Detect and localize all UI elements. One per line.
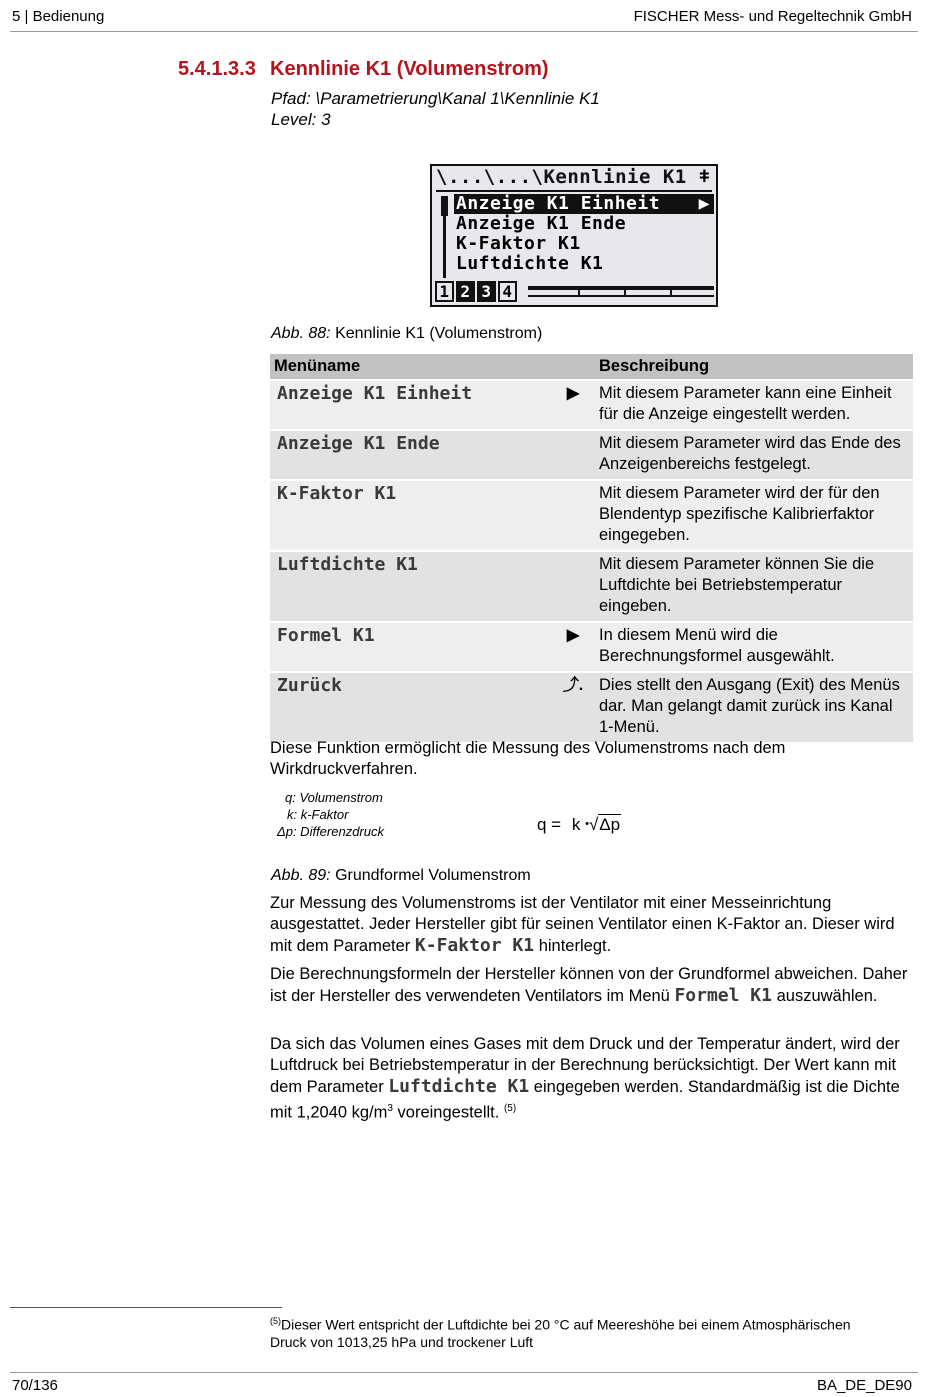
volume-flow-formula <box>537 814 621 835</box>
channel-tabs <box>435 281 517 302</box>
footnote-rule <box>10 1307 282 1308</box>
display-scale <box>528 295 714 297</box>
device-display <box>430 164 718 307</box>
table-header-description: Beschreibung <box>595 354 913 380</box>
submenu-arrow-icon: ▶ <box>551 622 595 672</box>
menu-symbol <box>551 480 595 551</box>
sqrt-icon: √ <box>588 815 599 834</box>
footnote-ref[interactable]: (5) <box>503 1103 517 1114</box>
document-id: BA_DE_DE90 <box>816 1377 912 1394</box>
paragraph-text: hinterlegt. <box>538 937 612 955</box>
paragraph-text: Zur Messung des Volumenstroms ist der Ventilator mit einer Messeinrichtung ausgestattet. Jeder Hersteller gibt für seinen Ventilator einen K-Faktor an. Dieser wird mit dem Parameter <box>270 894 895 955</box>
menu-name: K-Faktor K1 <box>270 480 551 551</box>
formula-radicand: Δp <box>599 815 621 834</box>
table-row <box>270 672 913 742</box>
density-paragraph <box>270 1034 915 1124</box>
section-title: Kennlinie K1 (Volumenstrom) <box>270 58 549 80</box>
lock-icon: ǂ <box>699 167 710 187</box>
table-header-menuname: Menüname <box>270 354 595 380</box>
display-item: Anzeige K1 Ende <box>456 213 627 234</box>
channel-tab-2: 2 <box>456 281 475 302</box>
menu-description: Mit diesem Parameter wird das Ende des Anzeigenbereichs festgelegt. <box>595 430 913 480</box>
section-heading <box>178 58 549 81</box>
formula-legend <box>277 789 384 840</box>
menu-name: Anzeige K1 Einheit <box>270 380 551 430</box>
back-icon: ⤴. <box>551 672 595 742</box>
section-number: 5.4.1.3.3 <box>178 58 256 80</box>
formula-k: k <box>571 815 581 834</box>
footer-rule <box>10 1372 918 1373</box>
menu-symbol <box>551 551 595 622</box>
scale-tick <box>624 290 626 297</box>
menu-description: Mit diesem Parameter wird der für den Blendentyp spezifische Kalibrierfaktor eingegeben. <box>595 480 913 551</box>
paragraph-text: voreingestellt. <box>397 1103 500 1122</box>
paragraph-text: auszuwählen. <box>776 987 878 1005</box>
menu-table <box>270 354 913 742</box>
legend-k: k: k-Faktor <box>287 807 349 822</box>
parameter-name: Luftdichte K1 <box>388 1076 530 1097</box>
paragraph-text: Da sich das Volumen eines Gases mit dem Druck und der Temperatur ändert, wird der Luftdruck bei Betriebstemperatur in der Berechnung berücksichtigt. Der Wert kann mit dem Parameter <box>270 1035 900 1096</box>
paragraph-text: Die Berechnungsformeln der Hersteller können von der Grundformel abweichen. Daher ist der Hersteller des verwendeten Ventilators im Menü <box>270 965 908 1005</box>
formula-paragraph <box>270 964 915 1007</box>
table-row <box>270 380 913 430</box>
menu-description: Mit diesem Parameter können Sie die Luftdichte bei Betriebstemperatur eingeben. <box>595 551 913 622</box>
menu-symbol <box>551 430 595 480</box>
formula-lhs: q = <box>537 815 562 834</box>
display-item: Luftdichte K1 <box>456 253 604 274</box>
header-company: FISCHER Mess- und Regeltechnik GmbH <box>633 8 912 25</box>
display-divider <box>436 190 712 192</box>
paragraph-text: eingegeben werden. Standardmäßig ist die Dichte mit 1,2040 kg/m <box>270 1078 900 1122</box>
table-header-row <box>270 354 913 380</box>
figure-label: Abb. 89: <box>271 867 331 884</box>
table-row <box>270 430 913 480</box>
footnote-text: Dieser Wert entspricht der Luftdichte bei 20 °C auf Meereshöhe bei einem Atmosphärischen Druck von 1013,25 hPa und trockener Luft <box>270 1316 851 1350</box>
menu-path: Pfad: \Parametrierung\Kanal 1\Kennlinie K1 <box>271 89 600 108</box>
parameter-name: Formel K1 <box>674 985 772 1006</box>
menu-name: Formel K1 <box>270 622 551 672</box>
menu-name: Anzeige K1 Ende <box>270 430 551 480</box>
intro-paragraph: Diese Funktion ermöglicht die Messung des Volumenstroms nach dem Wirkdruckverfahren. <box>270 739 786 778</box>
display-item-label: Anzeige K1 Einheit <box>456 193 661 214</box>
display-item: K-Faktor K1 <box>456 233 581 254</box>
scale-tick <box>670 290 672 297</box>
figure-text: Grundformel Volumenstrom <box>335 867 531 884</box>
parameter-name: K-Faktor K1 <box>414 935 535 956</box>
footnote <box>270 1313 890 1351</box>
menu-description: Dies stellt den Ausgang (Exit) des Menüs dar. Man gelangt damit zurück ins Kanal 1-Menü. <box>595 672 913 742</box>
channel-tab-3: 3 <box>477 281 496 302</box>
figure-88-caption <box>271 325 542 343</box>
figure-89-caption <box>271 867 531 885</box>
menu-level: Level: 3 <box>271 110 331 129</box>
display-title: \...\...\Kennlinie K1 <box>436 166 687 188</box>
submenu-arrow-icon: ▶ <box>698 193 710 214</box>
table-row <box>270 480 913 551</box>
menu-name: Luftdichte K1 <box>270 551 551 622</box>
figure-text: Kennlinie K1 (Volumenstrom) <box>335 325 543 342</box>
footnote-mark: (5) <box>270 1316 281 1326</box>
menu-description: In diesem Menü wird die Berechnungsformel ausgewählt. <box>595 622 913 672</box>
legend-q: q: Volumenstrom <box>285 790 383 805</box>
channel-tab-4: 4 <box>498 281 517 302</box>
scale-tick <box>578 290 580 297</box>
table-row <box>270 622 913 672</box>
display-bar <box>528 286 714 290</box>
channel-tab-1: 1 <box>435 281 454 302</box>
header-rule <box>10 31 918 32</box>
header-chapter: 5 | Bedienung <box>12 8 105 25</box>
superscript: 3 <box>387 1103 393 1114</box>
submenu-arrow-icon: ▶ <box>551 380 595 430</box>
legend-dp: Δp: Differenzdruck <box>277 824 384 839</box>
menu-description: Mit diesem Parameter kann eine Einheit für die Anzeige eingestellt werden. <box>595 380 913 430</box>
display-item-selected <box>454 194 714 214</box>
kfactor-paragraph <box>270 893 915 957</box>
page-number: 70/136 <box>12 1377 58 1394</box>
display-scroll-thumb <box>441 196 448 216</box>
figure-label: Abb. 88: <box>271 325 331 342</box>
menu-name: Zurück <box>270 672 551 742</box>
table-row <box>270 551 913 622</box>
formula-dot: • <box>585 818 589 830</box>
